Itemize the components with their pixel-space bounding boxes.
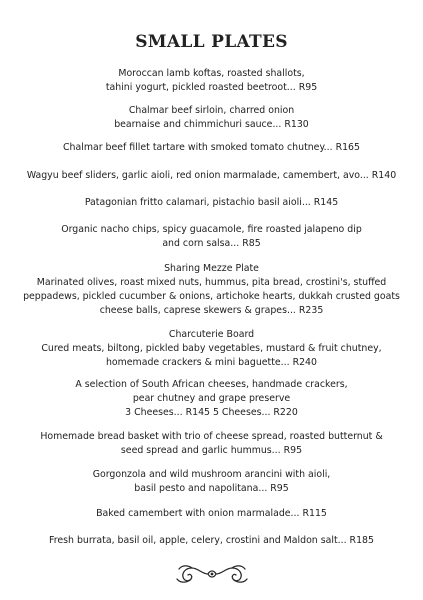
menu-item-line: Organic nacho chips, spicy guacamole, fire roasted jalapeno dip xyxy=(61,224,362,235)
menu-item xyxy=(0,262,423,318)
menu-item xyxy=(0,104,423,132)
menu-item xyxy=(0,141,423,155)
menu-item-line: Chalmar beef fillet tartare with smoked tomato chutney... R165 xyxy=(62,142,360,153)
menu-item xyxy=(0,223,423,251)
menu-item xyxy=(0,67,423,95)
menu-item-line: Sharing Mezze Plate xyxy=(164,263,259,274)
menu-item xyxy=(0,378,423,420)
menu-item-line: bearnaise and chimmichuri sauce... R130 xyxy=(114,119,309,130)
menu-item-line: Homemade bread basket with trio of cheese spread, roasted butternut & xyxy=(40,431,383,442)
menu-item-line: pear chutney and grape preserve xyxy=(132,393,291,404)
menu-item-line: Chalmar beef sirloin, charred onion xyxy=(128,105,295,116)
menu-item xyxy=(0,169,423,183)
menu-item-line: tahini yogurt, pickled roasted beetroot... R95 xyxy=(105,82,318,93)
menu-item-line: Fresh burrata, basil oil, apple, celery, crostini and Maldon salt... R185 xyxy=(49,535,374,546)
menu-item-line: A selection of South African cheeses, handmade crackers, xyxy=(75,379,348,390)
menu-item-line: cheese balls, caprese skewers & grapes... R235 xyxy=(99,305,324,316)
menu-item-line: and corn salsa... R85 xyxy=(162,238,261,249)
menu-title: SMALL PLATES xyxy=(135,32,288,52)
menu-item-line: seed spread and garlic hummus... R95 xyxy=(120,445,303,456)
scroll-flourish-icon xyxy=(174,562,250,586)
menu-item xyxy=(0,507,423,521)
menu-item xyxy=(0,328,423,370)
menu-item-line: 3 Cheeses... R145 5 Cheeses... R220 xyxy=(125,407,298,418)
menu-item xyxy=(0,468,423,496)
menu-item-line: Patagonian fritto calamari, pistachio basil aioli... R145 xyxy=(84,197,339,208)
menu-item-line: Charcuterie Board xyxy=(168,329,255,340)
menu-item-line: Gorgonzola and wild mushroom arancini with aioli, xyxy=(92,469,331,480)
menu-item-line: Moroccan lamb koftas, roasted shallots, xyxy=(118,68,305,79)
menu-item-line: Wagyu beef sliders, garlic aioli, red onion marmalade, camembert, avo... R140 xyxy=(26,170,397,181)
menu-item-line: Baked camembert with onion marmalade... R115 xyxy=(96,508,327,519)
menu-item-line: basil pesto and napolitana... R95 xyxy=(134,483,289,494)
menu-item-line: homemade crackers & mini baguette... R240 xyxy=(105,357,317,368)
menu-item-line: Cured meats, biltong, pickled baby vegetables, mustard & fruit chutney, xyxy=(41,343,382,354)
menu-item-line: peppadews, pickled cucumber & onions, artichoke hearts, dukkah crusted goats xyxy=(23,291,400,302)
menu-item xyxy=(0,430,423,458)
menu-item xyxy=(0,196,423,210)
menu-item xyxy=(0,534,423,548)
menu-item-line: Marinated olives, roast mixed nuts, hummus, pita bread, crostini's, stuffed xyxy=(36,277,387,288)
